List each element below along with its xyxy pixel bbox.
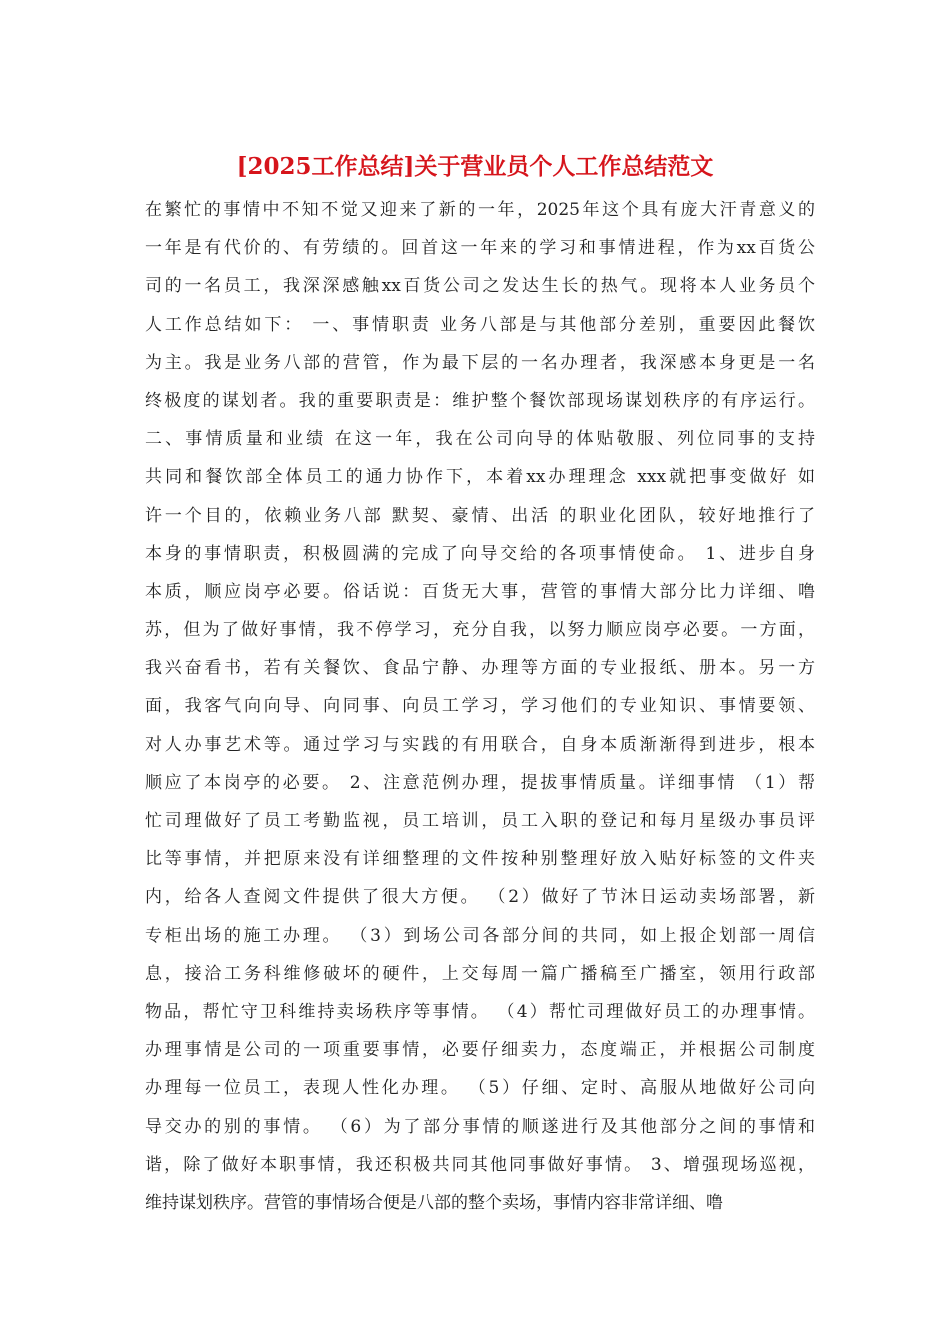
body-line: 共同和餐饮部全体员工的通力协作下，本着xx办理理念 xxx就把事变做好 如	[145, 467, 815, 488]
body-line: 内，给各人查阅文件提供了很大方便。 （2）做好了节沐日运动卖场部署，新	[145, 887, 815, 908]
body-line: 维持谋划秩序。营管的事情场合便是八部的整个卖场，事情内容非常详细、噜	[145, 1192, 723, 1213]
body-line: 顺应了本岗亭的必要。 2、注意范例办理，提拔事情质量。详细事情 （1）帮	[145, 772, 815, 793]
body-line: 面，我客气向向导、向同事、向员工学习，学习他们的专业知识、事情要领、	[145, 696, 815, 717]
body-line: 谐，除了做好本职事情，我还积极共同其他同事做好事情。 3、增强现场巡视，	[145, 1154, 815, 1175]
body-line: 二、事情质量和业绩 在这一年，我在公司向导的体贴敬服、列位同事的支持	[145, 429, 815, 450]
body-line: 许一个目的，依赖业务八部 默契、豪情、出活 的职业化团队，较好地推行了	[145, 505, 815, 526]
document-body	[145, 191, 815, 1222]
body-line: 在繁忙的事情中不知不觉又迎来了新的一年，2025年这个具有庞大汗青意义的	[145, 200, 815, 220]
body-line: 导交办的别的事情。 （6）为了部分事情的顺遂进行及其他部分之间的事情和	[145, 1116, 815, 1137]
body-line: 对人办事艺术等。通过学习与实践的有用联合，自身本质渐渐得到进步，根本	[145, 734, 815, 755]
body-line: 终极度的谋划者。我的重要职责是：维护整个餐饮部现场谋划秩序的有序运行。	[145, 390, 815, 411]
body-line: 比等事情，并把原来没有详细整理的文件按种别整理好放入贴好标签的文件夹	[145, 849, 815, 870]
document-title: [2025工作总结]关于营业员个人工作总结范文	[236, 153, 714, 180]
body-line: 办理每一位员工，表现人性化办理。 （5）仔细、定时、高服从地做好公司向	[145, 1078, 815, 1099]
body-line: 物品，帮忙守卫科维持卖场秩序等事情。 （4）帮忙司理做好员工的办理事情。	[145, 1001, 815, 1022]
body-line: 专柜出场的施工办理。 （3）到场公司各部分间的共同，如上报企划部一周信	[145, 925, 815, 946]
body-line: 为主。我是业务八部的营管，作为最下层的一名办理者，我深感本身更是一名	[145, 352, 815, 373]
body-line: 我兴奋看书，若有关餐饮、食品宁静、办理等方面的专业报纸、册本。另一方	[145, 658, 815, 679]
body-line: 办理事情是公司的一项重要事情，必要仔细卖力，态度端正，并根据公司制度	[145, 1040, 815, 1061]
body-line: 本身的事情职责，积极圆满的完成了向导交给的各项事情使命。 1、进步自身	[145, 543, 815, 564]
body-line: 司的一名员工，我深深感触xx百货公司之发达生长的热气。现将本人业务员个	[145, 276, 815, 297]
body-line: 一年是有代价的、有劳绩的。回首这一年来的学习和事情进程，作为xx百货公	[145, 238, 815, 259]
body-line: 人工作总结如下： 一、事情职责 业务八部是与其他部分差别，重要因此餐饮	[145, 314, 815, 335]
body-line: 忙司理做好了员工考勤监视，员工培训，员工入职的登记和每月星级办事员评	[145, 811, 815, 831]
body-line: 息，接洽工务科维修破坏的硬件，上交每周一篇广播稿至广播室，领用行政部	[145, 963, 815, 984]
body-line: 苏，但为了做好事情，我不停学习，充分自我，以努力顺应岗亭必要。一方面，	[145, 620, 815, 641]
body-line: 本质，顺应岗亭必要。俗话说：百货无大事，营管的事情大部分比力详细、噜	[145, 581, 815, 602]
